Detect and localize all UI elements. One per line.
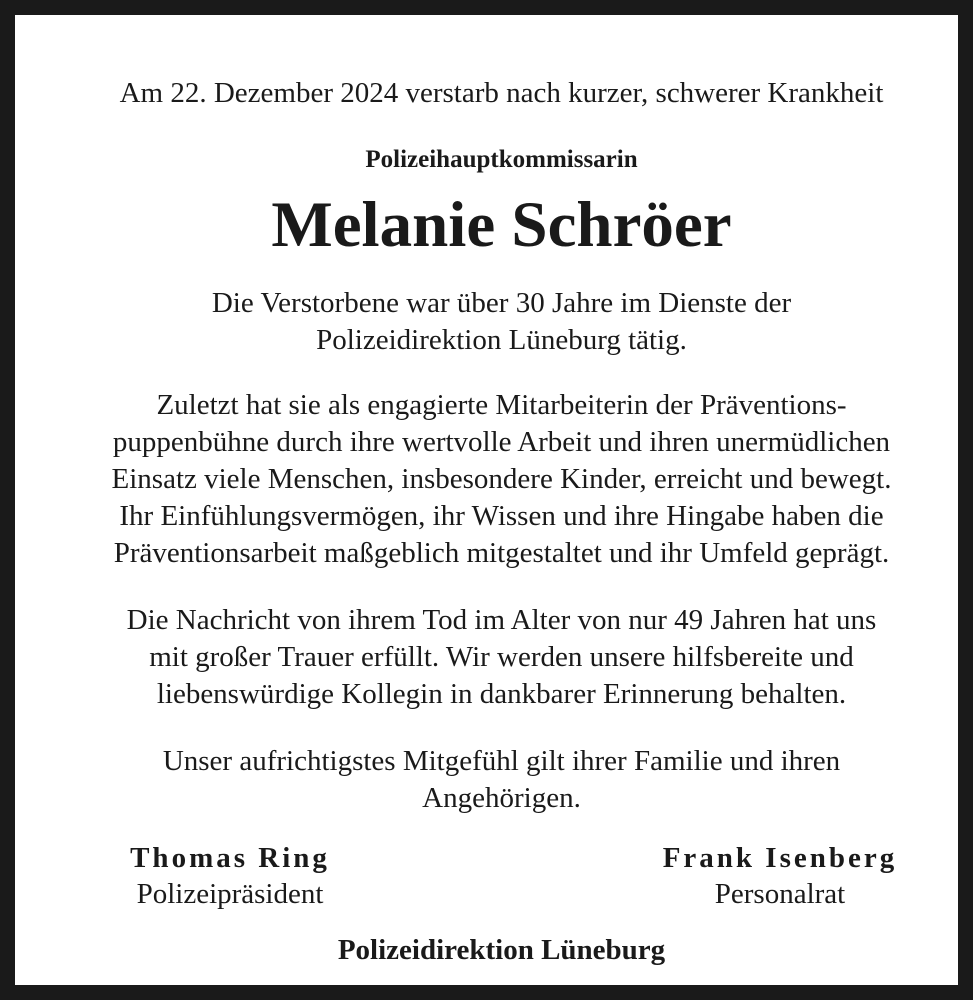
signatory-role: Personalrat: [714, 878, 846, 910]
signatory-left: [75, 840, 385, 912]
signatory-role: Polizeipräsident: [136, 878, 324, 910]
deceased-name: Melanie Schröer: [271, 189, 732, 261]
grief-line-1: Die Nachricht von ihrem Tod im Alter von nur 49 Jahren hat uns: [126, 604, 877, 636]
signatory-right: [625, 840, 935, 912]
service-line-1: Die Verstorbene war über 30 Jahre im Dienste der: [211, 287, 792, 319]
intro-text: Am 22. Dezember 2024 verstarb nach kurzer, schwerer Krankheit: [119, 77, 884, 109]
organization-name: Polizeidirektion Lüneburg: [337, 934, 666, 966]
work-line-1: Zuletzt hat sie als engagierte Mitarbeiterin der Präventions-: [156, 389, 847, 421]
grief-line-3: liebenswürdige Kollegin in dankbarer Erinnerung behalten.: [156, 678, 847, 710]
work-line-5: Präventionsarbeit maßgeblich mitgestaltet und ihr Umfeld geprägt.: [113, 537, 890, 569]
deceased-rank: Polizeihauptkommissarin: [365, 146, 638, 173]
signatory-name: Thomas Ring: [130, 842, 330, 874]
signatory-name: Frank Isenberg: [662, 842, 898, 874]
service-line-2: Polizeidirektion Lüneburg tätig.: [316, 324, 687, 356]
sympathy-line-2: Angehörigen.: [422, 782, 581, 814]
sympathy-line-1: Unser aufrichtigstes Mitgefühl gilt ihrer Familie und ihren: [162, 745, 841, 777]
grief-line-2: mit großer Trauer erfüllt. Wir werden unsere hilfsbereite und: [149, 641, 854, 673]
work-line-2: puppenbühne durch ihre wertvolle Arbeit und ihren unermüdlichen: [112, 426, 891, 458]
work-line-3: Einsatz viele Menschen, insbesondere Kinder, erreicht und bewegt.: [111, 463, 892, 495]
work-line-4: Ihr Einfühlungsvermögen, ihr Wissen und ihre Hingabe haben die: [119, 500, 884, 532]
